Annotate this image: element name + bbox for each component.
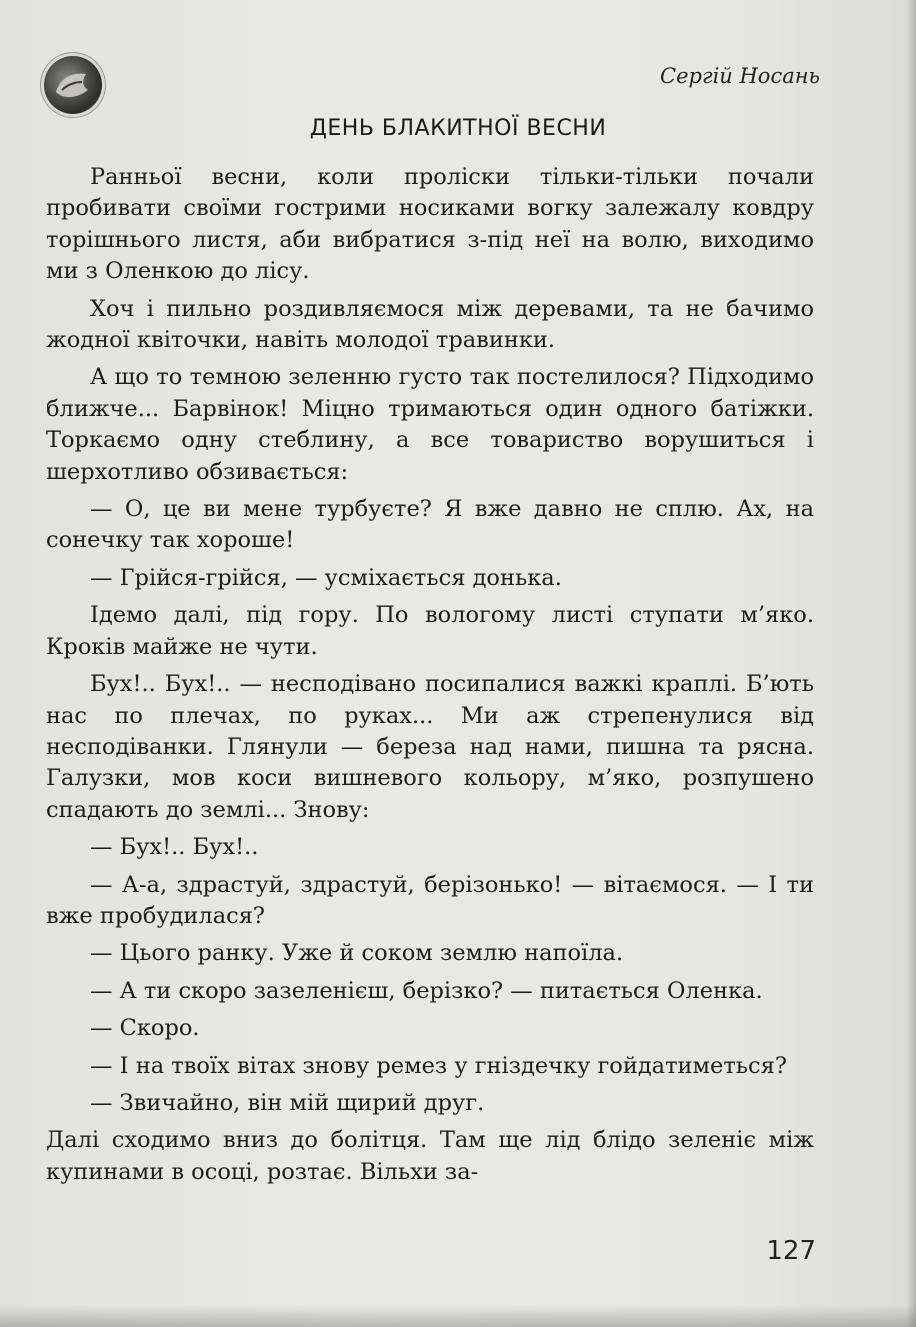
paragraph: — Цього ранку. Уже й соком землю напоїла. <box>90 940 624 967</box>
paragraph: — Звичайно, він мій щирий друг. <box>90 1089 485 1116</box>
paragraph: Ранньої весни, коли проліски тільки-тільки почали пробивати своїми гострими носиками вогку залежалу ковдру торішнього листя, аби вибратися з-під неї на волю, виходимо ми з Оленкою до лісу. <box>46 164 814 285</box>
paragraph: Далі сходимо вниз до болітця. Там ще лід блідо зеленіє між купинами в осоці, розтає. Вільхи за- <box>46 1127 814 1185</box>
paragraph: Ідемо далі, під гору. По вологому листі ступати м’яко. Кроків майже не чути. <box>46 602 814 660</box>
paragraph: — А ти скоро зазеленієш, берізко? — питається Оленка. <box>90 977 763 1004</box>
paragraph: — І на твоїх вітах знову ремез у гніздечку гойдатиметься? <box>90 1052 787 1079</box>
page-edge-shadow <box>906 0 916 1327</box>
author-name: Сергій Носань <box>660 64 820 88</box>
bottom-shadow <box>0 1305 916 1327</box>
paragraph: — А-а, здрастуй, здрастуй, берізонько! — вітаємося. — І ти вже пробудилася? <box>46 871 814 929</box>
paragraph: — Бух!.. Бух!.. <box>90 834 259 861</box>
paragraph: — Скоро. <box>90 1015 200 1042</box>
paragraph: А що то темною зеленню густо так постелилося? Підходимо ближче... Барвінок! Міцно тримаються один одного батіжки. Торкаємо одну стеблину, а все товариство ворушиться і шерхотливо обзивається: <box>46 364 814 485</box>
paragraph: — Грійся-грійся, — усміхається донька. <box>90 564 562 591</box>
section-emblem-icon <box>44 56 102 114</box>
paragraph: Хоч і пильно роздивляємося між деревами, та не бачимо жодної квіточки, навіть молодої травинки. <box>46 295 814 354</box>
paragraph: — О, це ви мене турбуєте? Я вже давно не сплю. Ах, на сонечку так хороше! <box>46 496 814 554</box>
story-body <box>46 162 814 1194</box>
page-number: 127 <box>766 1236 816 1266</box>
paragraph: Бух!.. Бух!.. — несподівано посипалися важкі краплі. Б’ють нас по плечах, по руках... Ми аж стрепенулися від несподіванки. Глянули — береза над нами, пишна та рясна. Галузки, мов коси вишневого кольору, м’яко, розпушено спадають до землі... Знову: <box>46 671 814 823</box>
story-title: ДЕНЬ БЛАКИТНОЇ ВЕСНИ <box>309 116 607 141</box>
